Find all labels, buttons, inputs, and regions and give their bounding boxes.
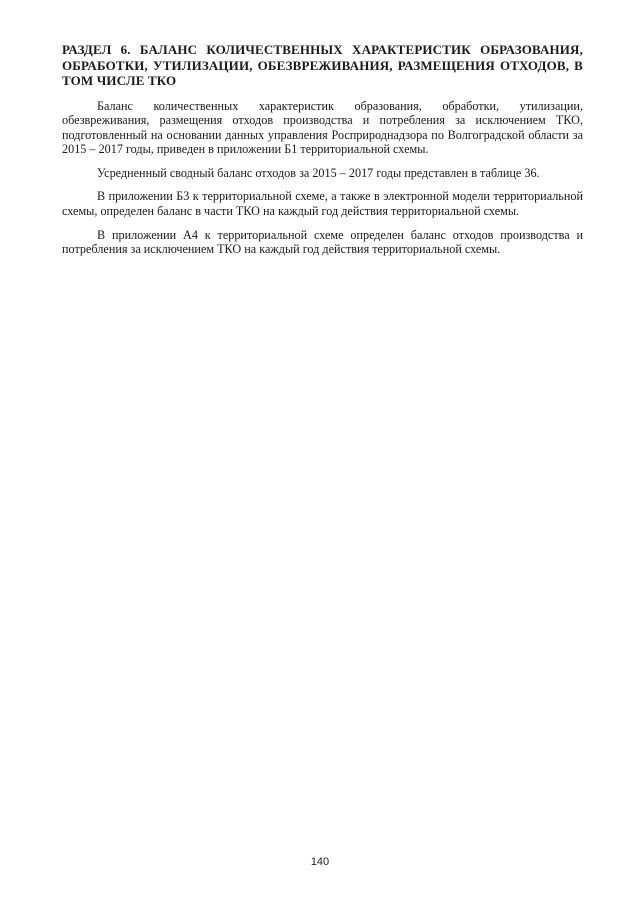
page-number: 140 [310,856,330,868]
paragraph-balance-description: Баланс количественных характеристик образования, обработки, утилизации, обезвреживания, размещения отходов производства и потребления за исключением ТКО, подготовленный на основании данных управления Росприроднадзора по Волгоградской области за 2015 – 2017 годы, приведен в приложении Б1 территориальной схемы. [62,98,583,157]
paragraph-appendix-b3: В приложении Б3 к территориальной схеме, а также в электронной модели территориальной схемы, определен баланс в части ТКО на каждый год действия территориальной схемы. [62,189,583,219]
section-heading: РАЗДЕЛ 6. БАЛАНС КОЛИЧЕСТВЕННЫХ ХАРАКТЕРИСТИК ОБРАЗОВАНИЯ, ОБРАБОТКИ, УТИЛИЗАЦИИ, ОБЕЗВРЕЖИВАНИЯ, РАЗМЕЩЕНИЯ ОТХОДОВ, В ТОМ ЧИСЛЕ ТКО [62,42,583,88]
document-page [62,42,583,266]
paragraph-average-balance: Усредненный сводный баланс отходов за 2015 – 2017 годы представлен в таблице 36. [97,165,540,180]
paragraph-appendix-a4: В приложении А4 к территориальной схеме определен баланс отходов производства и потребления за исключением ТКО на каждый год действия территориальной схемы. [62,227,583,257]
